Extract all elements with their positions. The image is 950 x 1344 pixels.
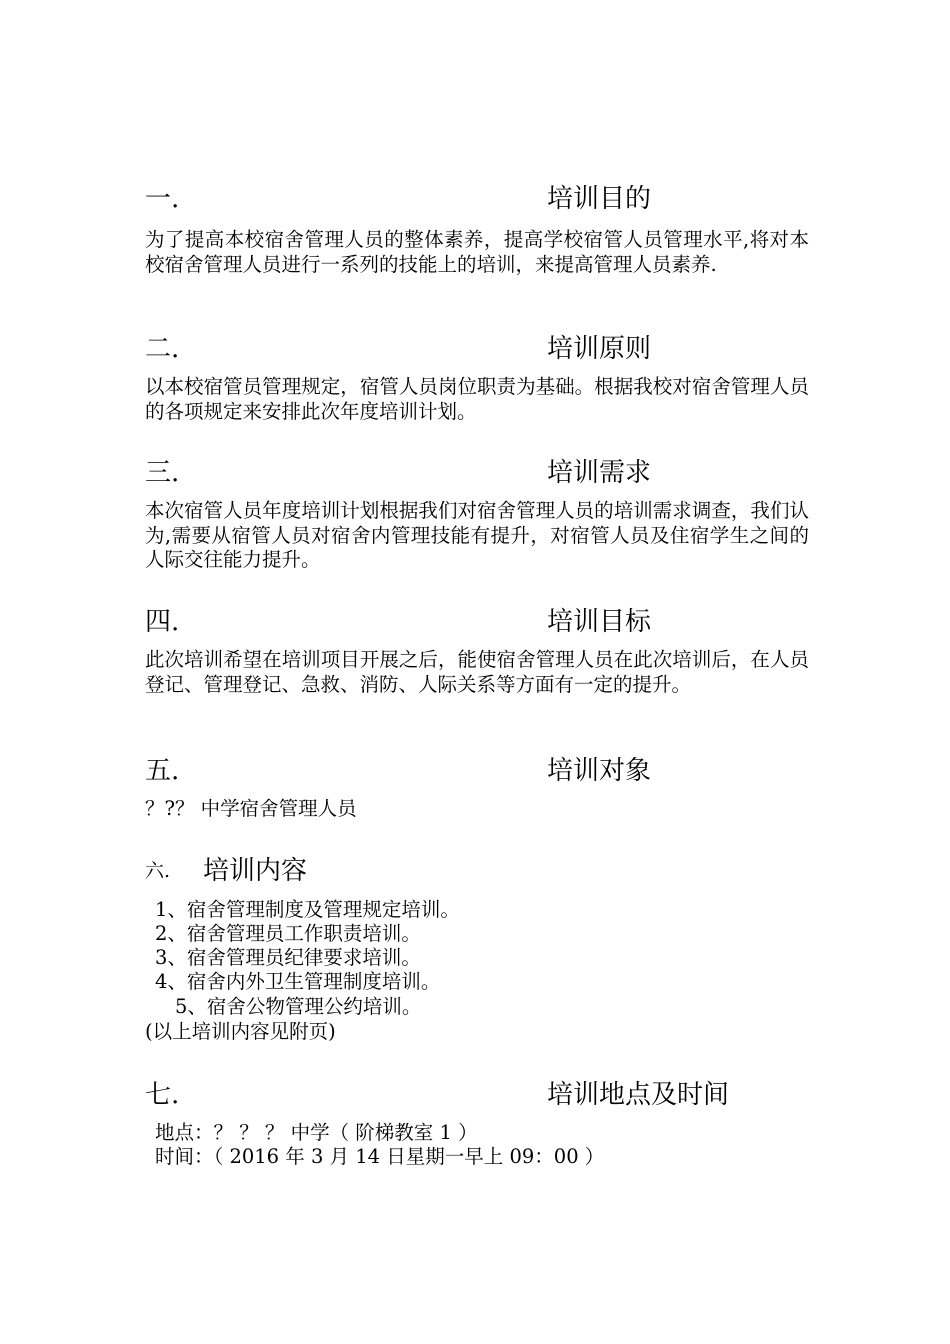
section-heading-6	[145, 854, 765, 888]
section-title: 培训目的	[547, 184, 652, 214]
section-body-3: 本次宿管人员年度培训计划根据我们对宿舍管理人员的培训需求调查，我们认为,需要从宿管人员对宿舍内管理技能有提升，对宿管人员及住宿学生之间的人际交往能力提升。	[145, 499, 809, 571]
content-item-3: 3、宿舍管理员纪律要求培训。	[155, 946, 421, 969]
section-title: 培训内容	[203, 856, 308, 886]
section-heading-1	[145, 182, 765, 216]
section-number: 六.	[145, 860, 171, 882]
content-item-5: 5、宿舍公物管理公约培训。	[175, 995, 422, 1018]
content-note: (以上培训内容见附页)	[145, 1020, 336, 1043]
section-title: 培训对象	[547, 756, 652, 786]
section-number: 五.	[145, 756, 180, 786]
section-heading-5	[145, 754, 765, 788]
section-title: 培训地点及时间	[547, 1080, 730, 1110]
section-number: 三.	[145, 458, 180, 488]
content-item-1: 1、宿舍管理制度及管理规定培训。	[155, 898, 460, 921]
section-number: 四.	[145, 607, 180, 637]
section-heading-7	[145, 1078, 765, 1112]
section-title: 培训原则	[547, 334, 652, 364]
location-line: 地点：？ ？ ？ 中学（ 阶梯教室 1 ）	[155, 1121, 478, 1144]
section-number: 二.	[145, 334, 180, 364]
section-title: 培训目标	[547, 607, 652, 637]
section-body-5: ？?？ 中学宿舍管理人员	[145, 797, 357, 820]
section-number: 一.	[145, 184, 180, 214]
section-heading-3	[145, 456, 765, 490]
content-item-4: 4、宿舍内外卫生管理制度培训。	[155, 970, 441, 993]
section-body-2: 以本校宿管员管理规定，宿管人员岗位职责为基础。根据我校对宿舍管理人员的各项规定来安排此次年度培训计划。	[145, 375, 809, 423]
section-heading-4	[145, 605, 765, 639]
section-body-1: 为了提高本校宿舍管理人员的整体素养，提高学校宿管人员管理水平,将对本校宿舍管理人员进行一系列的技能上的培训，来提高管理人员素养.	[145, 228, 809, 276]
content-item-2: 2、宿舍管理员工作职责培训。	[155, 922, 421, 945]
section-body-4: 此次培训希望在培训项目开展之后，能使宿舍管理人员在此次培训后，在人员登记、管理登记、急救、消防、人际关系等方面有一定的提升。	[145, 648, 809, 696]
section-heading-2	[145, 332, 765, 366]
time-line: 时间：（ 2016 年 3 月 14 日星期一早上 09：00 ）	[155, 1145, 605, 1168]
section-number: 七.	[145, 1080, 180, 1110]
section-title: 培训需求	[547, 458, 652, 488]
